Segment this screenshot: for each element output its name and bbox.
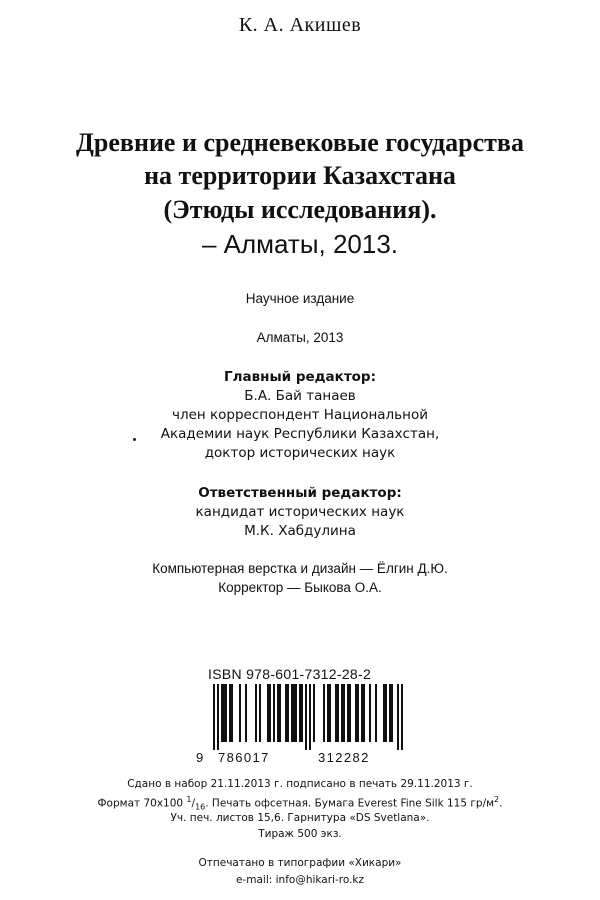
barcode-bar	[299, 684, 301, 742]
barcode-bar	[293, 684, 295, 742]
barcode-bars	[203, 684, 413, 752]
barcode-bar	[391, 684, 393, 742]
barcode-bar	[343, 684, 345, 742]
barcode-bar	[225, 684, 227, 742]
barcode-bar	[349, 684, 351, 742]
barcode-bar	[335, 684, 337, 742]
barcode-bar	[347, 684, 349, 742]
publication-type: Научное издание	[245, 291, 355, 306]
responsible-editor-degree: кандидат исторических наук	[195, 504, 405, 520]
barcode-digit-first: 9	[196, 750, 205, 765]
isbn-label: ISBN 978-601-7312-28-2	[208, 666, 372, 682]
barcode-bar	[341, 684, 343, 742]
chief-editor-heading: Главный редактор:	[224, 369, 376, 385]
barcode-guard-bar	[217, 684, 219, 750]
barcode-bar	[363, 684, 365, 742]
barcode-bar	[285, 684, 287, 742]
barcode-bar	[357, 684, 359, 742]
barcode-bar	[295, 684, 297, 742]
imprint-format-superscript: 2	[494, 795, 500, 804]
book-title-line-3: (Этюды исследования).	[163, 195, 437, 224]
barcode-bar	[279, 684, 281, 742]
credits-layout: Компьютерная верстка и дизайн — Ёлгин Д.Ю.	[152, 561, 448, 576]
responsible-editor-name: М.К. Хабдулина	[244, 523, 356, 539]
barcode-guard-bar	[397, 684, 399, 750]
barcode-bar	[245, 684, 247, 742]
printer-name: Отпечатано в типографии «Хикари»	[198, 857, 402, 869]
barcode-bar	[355, 684, 357, 742]
barcode-guard-bar	[213, 684, 215, 750]
imprint-format-numerator: 1	[186, 795, 192, 804]
barcode-bar	[327, 684, 329, 742]
barcode-bar	[383, 684, 385, 742]
credits-proofreader: Корректор — Быкова О.А.	[218, 580, 382, 595]
chief-editor-title-1: член корреспондент Национальной	[171, 407, 429, 423]
barcode-digits-group-1: 786017	[218, 750, 270, 765]
barcode-bar	[375, 684, 377, 742]
imprint-dates: Сдано в набор 21.11.2013 г. подписано в печать 29.11.2013 г.	[127, 778, 473, 790]
printer-email: e-mail: info@hikari-ro.kz	[236, 874, 364, 886]
barcode-bar	[229, 684, 231, 742]
barcode-bar	[313, 684, 315, 742]
imprint-format-prefix: Формат 70х100	[97, 797, 187, 810]
barcode-bar	[361, 684, 363, 742]
barcode-bar	[389, 684, 391, 742]
barcode-bar	[267, 684, 269, 742]
barcode-bar	[231, 684, 233, 742]
barcode-bar	[273, 684, 275, 742]
barcode-guard-bar	[305, 684, 307, 750]
book-city-year: – Алматы, 2013.	[201, 229, 399, 259]
imprint-format-denominator: 16	[195, 802, 206, 812]
chief-editor-title-2: Академии наук Республики Казахстан,	[160, 426, 440, 442]
barcode-bar	[221, 684, 223, 742]
imprint-sheets: Уч. печ. листов 15,6. Гарнитура «DS Svetlana».	[170, 812, 430, 824]
barcode-bar	[323, 684, 325, 742]
barcode-bar	[301, 684, 303, 742]
barcode-bar	[277, 684, 279, 742]
barcode-guard-bar	[401, 684, 403, 750]
imprint-print-run: Тираж 500 экз.	[258, 828, 342, 840]
author-name: К. А. Акишев	[238, 14, 362, 36]
barcode-bar	[239, 684, 241, 742]
barcode-bar	[385, 684, 387, 742]
barcode-bar	[269, 684, 271, 742]
scan-speck	[133, 438, 136, 441]
barcode-bar	[287, 684, 289, 742]
barcode-guard-bar	[309, 684, 311, 750]
chief-editor-title-3: доктор исторических наук	[204, 445, 396, 461]
barcode-bar	[255, 684, 257, 742]
barcode-bar	[291, 684, 293, 742]
barcode-bar	[223, 684, 225, 742]
place-year: Алматы, 2013	[256, 330, 344, 345]
imprint-format: Формат 70х100 $^1/_{16}$. Печать офсетная. Бумага Everest Fine Silk 115 $гр/м^2$.	[97, 795, 503, 812]
barcode-bar	[329, 684, 331, 742]
book-title-line-2: на территории Казахстана	[144, 161, 456, 190]
responsible-editor-heading: Ответственный редактор:	[198, 485, 402, 501]
chief-editor-name: Б.А. Бай танаев	[244, 388, 356, 404]
barcode-bar	[259, 684, 261, 742]
imprint-format-end: .	[499, 797, 503, 810]
barcode-digits-group-2: 312282	[318, 750, 370, 765]
barcode-bar	[337, 684, 339, 742]
barcode-bar	[369, 684, 371, 742]
book-title-line-1: Древние и средневековые государства	[76, 128, 524, 157]
imprint-format-rest: . Печать офсетная. Бумага Everest Fine Silk 115 гр/м	[205, 797, 495, 810]
